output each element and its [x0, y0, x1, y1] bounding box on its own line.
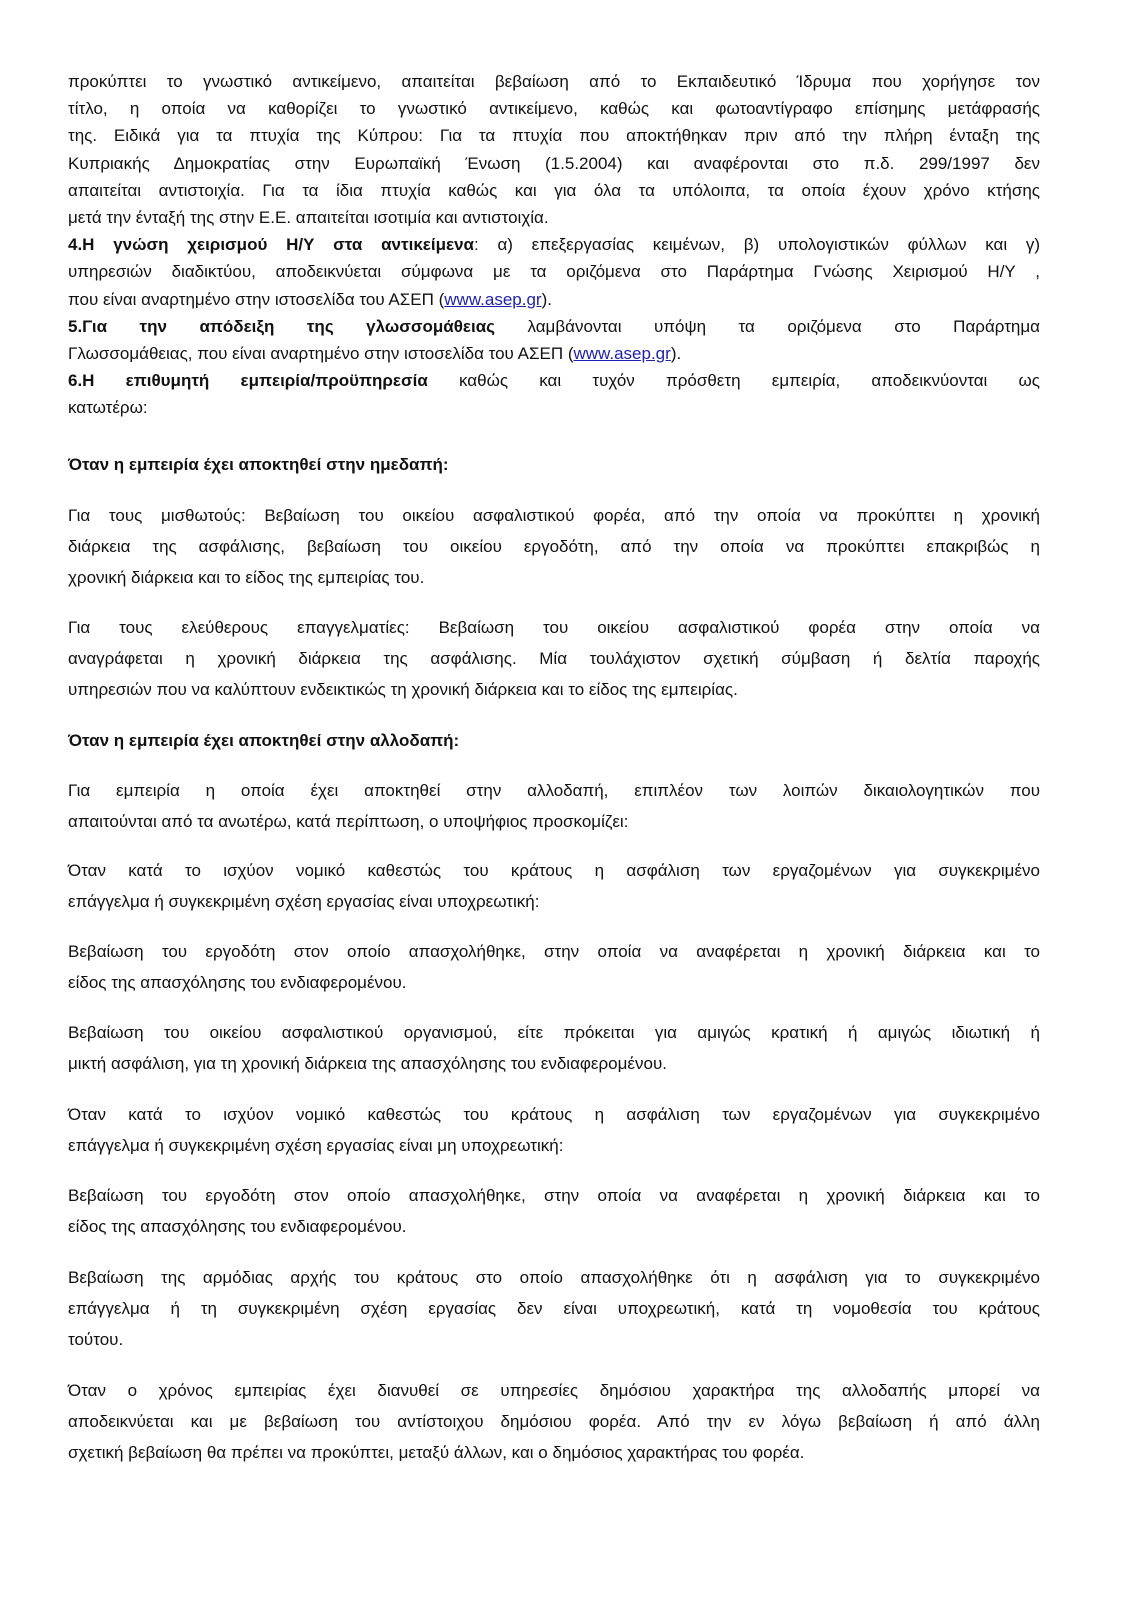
- text-line: [68, 177, 1040, 204]
- text-line: [68, 643, 1040, 674]
- text: απαιτούνται από τα ανωτέρω, κατά περίπτωση, ο υποψήφιος προσκομίζει:: [68, 812, 629, 831]
- text: Κυπριακής Δημοκρατίας στην Ευρωπαϊκή Ένωση (1.5.2004) και αναφέρονται στο π.δ. 299/1997 δεν: [68, 153, 1040, 173]
- text: απαιτείται αντιστοιχία. Για τα ίδια πτυχία καθώς και για όλα τα υπόλοιπα, τα οποία έχουν χρόνο κτήσης: [68, 180, 1040, 200]
- text: Βεβαίωση του εργοδότη στον οποίο απασχολήθηκε, στην οποία να αναφέρεται η χρονική διάρκεια και το: [68, 1186, 1040, 1205]
- text-line: [68, 258, 1040, 285]
- text: ).: [670, 343, 682, 363]
- text-line: [68, 531, 1040, 562]
- text: ).: [541, 289, 552, 309]
- text-line: [68, 449, 1040, 480]
- section-heading: [68, 725, 1040, 756]
- section-heading: [68, 449, 1040, 480]
- asep-link[interactable]: www.asep.gr: [573, 343, 671, 363]
- text-line: [68, 806, 1040, 837]
- paragraph: [68, 936, 1040, 998]
- paragraph: [68, 1262, 1040, 1355]
- text: που είναι αναρτημένο στην ιστοσελίδα του ΑΣΕΠ (: [68, 289, 445, 309]
- paragraph: [68, 1375, 1040, 1468]
- text-line: [68, 150, 1040, 177]
- text-line: [68, 967, 1040, 998]
- text: χρονική διάρκεια και το είδος της εμπειρίας του.: [68, 568, 425, 587]
- text: : α) επεξεργασίας κειμένων, β) υπολογιστικών φύλλων και γ): [473, 235, 1041, 255]
- text-line: [68, 313, 1040, 340]
- text-line: [68, 936, 1040, 967]
- text-line: [68, 1437, 1040, 1468]
- text: προκύπτει το γνωστικό αντικείμενο, απαιτείται βεβαίωση από το Εκπαιδευτικό Ίδρυμα που χορήγησε τον: [68, 72, 1040, 91]
- text: Όταν κατά το ισχύον νομικό καθεστώς του κράτους η ασφάλιση των εργαζομένων για συγκεκριμένο: [68, 861, 1040, 880]
- text: Βεβαίωση της αρμόδιας αρχής του κράτους στο οποίο απασχολήθηκε ότι η ασφάλιση για το συγκεκριμένο: [68, 1268, 1040, 1287]
- text: υπηρεσιών που να καλύπτουν ενδεικτικώς τη χρονική διάρκεια και το είδος της εμπειρίας.: [68, 680, 738, 699]
- text-line: [68, 1130, 1040, 1161]
- text: διάρκεια της ασφάλισης, βεβαίωση του οικείου εργοδότη, από την οποία να προκύπτει επακριβώς η: [68, 537, 1040, 556]
- text: σχετική βεβαίωση θα πρέπει να προκύπτει, μεταξύ άλλων, και ο δημόσιος χαρακτήρας του φορέα.: [68, 1443, 805, 1462]
- text-line: [68, 500, 1040, 531]
- text-line: [68, 1180, 1040, 1211]
- text-line: [68, 562, 1040, 593]
- text-line: [68, 1406, 1040, 1437]
- text: Όταν κατά το ισχύον νομικό καθεστώς του κράτους η ασφάλιση των εργαζομένων για συγκεκριμένο: [68, 1105, 1040, 1124]
- text: Για εμπειρία η οποία έχει αποκτηθεί στην αλλοδαπή, επιπλέον των λοιπών δικαιολογητικών που: [68, 781, 1040, 800]
- text: τίτλο, η οποία να καθορίζει το γνωστικό αντικείμενο, καθώς και φωτοαντίγραφο επίσημης μετάφρασής: [68, 99, 1040, 119]
- text-line: [68, 367, 1040, 394]
- text: τούτου.: [68, 1330, 124, 1349]
- text-line: [68, 231, 1040, 258]
- text: Για τους ελεύθερους επαγγελματίες: Βεβαίωση του οικείου ασφαλιστικού φορέα στην οποία να: [68, 618, 1040, 637]
- text-line: [68, 1262, 1040, 1293]
- bold-text: 6.Η επιθυμητή εμπειρία/προϋπηρεσία: [68, 371, 428, 391]
- text: αναγράφεται η χρονική διάρκεια της ασφάλισης. Μία τουλάχιστον σχετική σύμβαση ή δελτία παροχής: [68, 649, 1040, 668]
- text: λαμβάνονται υπόψη τα οριζόμενα στο Παράρτημα: [494, 316, 1040, 336]
- paragraph: [68, 1099, 1040, 1161]
- text-line: [68, 1324, 1040, 1355]
- paragraph: [68, 612, 1040, 705]
- text: μικτή ασφάλιση, για τη χρονική διάρκεια της απασχόλησης του ενδιαφερομένου.: [68, 1054, 667, 1073]
- text-line: [68, 1375, 1040, 1406]
- text: Για τους μισθωτούς: Βεβαίωση του οικείου ασφαλιστικού φορέα, από την οποία να προκύπτει η χρονική: [68, 506, 1040, 525]
- paragraph: [68, 1180, 1040, 1242]
- text-line: [68, 612, 1040, 643]
- text-line: [68, 1048, 1040, 1079]
- text: Όταν ο χρόνος εμπειρίας έχει διανυθεί σε υπηρεσίες δημόσιου χαρακτήρα της αλλοδαπής μπορεί να: [68, 1381, 1040, 1400]
- text-line: [68, 674, 1040, 705]
- paragraph: [68, 855, 1040, 917]
- text: κατωτέρω:: [68, 398, 148, 418]
- paragraph: [68, 775, 1040, 837]
- text-line: [68, 855, 1040, 886]
- text: είδος της απασχόλησης του ενδιαφερομένου.: [68, 973, 407, 992]
- text: Βεβαίωση του οικείου ασφαλιστικού οργανισμού, είτε πρόκειται για αμιγώς κρατική ή αμιγώς ιδιωτική ή: [68, 1023, 1040, 1042]
- text-line: [68, 340, 1040, 367]
- text: είδος της απασχόλησης του ενδιαφερομένου.: [68, 1217, 407, 1236]
- text-line: [68, 1099, 1040, 1130]
- text: επάγγελμα ή συγκεκριμένη σχέση εργασίας είναι μη υποχρεωτική:: [68, 1136, 564, 1155]
- text-line: [68, 204, 1040, 231]
- text: επάγγελμα ή τη συγκεκριμένη σχέση εργασίας δεν είναι υποχρεωτική, κατά τη νομοθεσία του κράτους: [68, 1299, 1040, 1318]
- paragraph: [68, 500, 1040, 593]
- bold-text: 5.Για την απόδειξη της γλωσσομάθειας: [68, 316, 495, 336]
- text: καθώς και τυχόν πρόσθετη εμπειρία, αποδεικνύονται ως: [427, 371, 1041, 391]
- bold-text: Όταν η εμπειρία έχει αποκτηθεί στην αλλοδαπή:: [68, 731, 460, 750]
- text: Βεβαίωση του εργοδότη στον οποίο απασχολήθηκε, στην οποία να αναφέρεται η χρονική διάρκεια και το: [68, 942, 1040, 961]
- text: επάγγελμα ή συγκεκριμένη σχέση εργασίας είναι υποχρεωτική:: [68, 892, 540, 911]
- text-line: [68, 725, 1040, 756]
- text-line: [68, 95, 1040, 122]
- text-line: [68, 775, 1040, 806]
- paragraph: [68, 68, 1040, 421]
- text: Γλωσσομάθειας, που είναι αναρτημένο στην ιστοσελίδα του ΑΣΕΠ (: [68, 343, 574, 363]
- text-line: [68, 122, 1040, 149]
- paragraph: [68, 1017, 1040, 1079]
- bold-text: Όταν η εμπειρία έχει αποκτηθεί στην ημεδαπή:: [68, 455, 449, 474]
- text: υπηρεσιών διαδικτύου, αποδεικνύεται σύμφωνα με τα οριζόμενα στο Παράρτημα Γνώσης Χειρισμού Η/Υ ,: [68, 262, 1040, 282]
- text-line: [68, 1211, 1040, 1242]
- text-line: [68, 286, 1040, 313]
- text-line: [68, 394, 1040, 421]
- text-line: [68, 886, 1040, 917]
- text: της. Ειδικά για τα πτυχία της Κύπρου: Για τα πτυχία που αποκτήθηκαν πριν από την πλήρη ένταξη της: [68, 126, 1040, 146]
- text: μετά την ένταξή της στην Ε.Ε. απαιτείται ισοτιμία και αντιστοιχία.: [68, 207, 549, 227]
- text: αποδεικνύεται και με βεβαίωση του αντίστοιχου δημόσιου φορέα. Από την εν λόγω βεβαίωση ή από άλλη: [68, 1412, 1040, 1431]
- bold-text: 4.Η γνώση χειρισμού Η/Υ στα αντικείμενα: [68, 235, 474, 255]
- text-line: [68, 1017, 1040, 1048]
- asep-link[interactable]: www.asep.gr: [444, 289, 542, 309]
- text-line: [68, 68, 1040, 95]
- text-line: [68, 1293, 1040, 1324]
